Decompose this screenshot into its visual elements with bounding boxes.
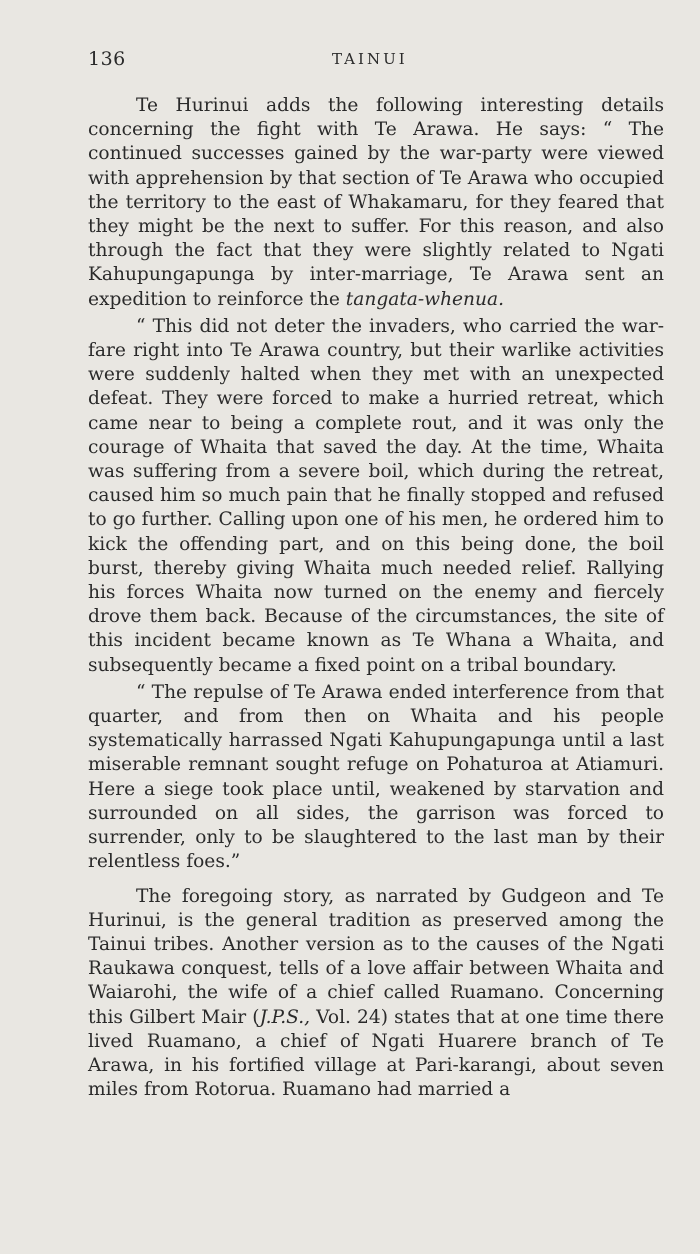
text-segment: Vol. 24) states that at one time there lived Ruamano, a chief of Ngati Huarere branch of Te Arawa, in his fortified village at Pari-karangi, about seven miles from Rotorua. Ruamano had married a (88, 1006, 664, 1101)
text-segment: “ The repulse of Te Arawa ended interference from that quarter, and from then on Whaita and his people systematically harrassed Ngati Kahupungapunga until a last miserable remnant sought refuge on Pohaturoa at Atiamuri. Here a siege took place until, weakened by starvation and surrounded on all sides, the garrison was forced to surrender, only to be slaughtered to the last man by their relentless foes.” (88, 681, 664, 873)
paragraph-foregoing-story (88, 885, 664, 1103)
text-segment: “ This did not deter the invaders, who carried the war-fare right into Te Arawa country, but their warlike activities were suddenly halted when they met with an unexpected defeat. They were forced to make a hurried retreat, which came near to being a complete rout, and it was only the courage of Whaita that saved the day. At the time, Whaita was suffering from a severe boil, which during the retreat, caused him so much pain that he finally stopped and refused to go further. Calling upon one of his men, he ordered him to kick the offending part, and on this being done, the boil burst, thereby giving Whaita much needed relief. Rallying his forces Whaita now turned on the enemy and fiercely drove them back. Because of the circumstances, the site of this incident became known as Te Whana a Whaita, and subsequently became a fixed point on a tribal boundary. (88, 315, 664, 676)
paragraph-repulse (88, 681, 664, 875)
page-number: 136 (88, 48, 126, 70)
text-segment: Te Hurinui adds the following interesting details concerning the fight with Te Arawa. He says: “ The continued successes gained by the war-party were viewed with apprehension by that section of Te Arawa who occupied the territory to the east of Whakamaru, for they feared that they might be the next to suffer. For this reason, and also through the fact that they were slightly related to Ngati Kahupungapunga by inter-marriage, Te Arawa sent an expedition to reinforce the (88, 95, 664, 310)
paragraph-invaders-defeat (88, 315, 664, 678)
running-title: TAINUI (332, 50, 408, 68)
running-head (88, 48, 664, 74)
text-segment: The foregoing story, as narrated by Gudgeon and Te Hurinui, is the general tradition as preserved among the Tainui tribes. Another version as to the causes of the Ngati Raukawa conquest, tells of a love affair between Whaita and Waiarohi, the wife of a chief called Ruamano. Concerning this Gilbert Mair ( (88, 885, 664, 1028)
body-text (88, 94, 664, 1102)
paragraph-te-hurinui-details (88, 94, 664, 312)
italic-term: tangata-whenua. (345, 288, 504, 310)
italic-citation: J.P.S., (259, 1006, 311, 1028)
